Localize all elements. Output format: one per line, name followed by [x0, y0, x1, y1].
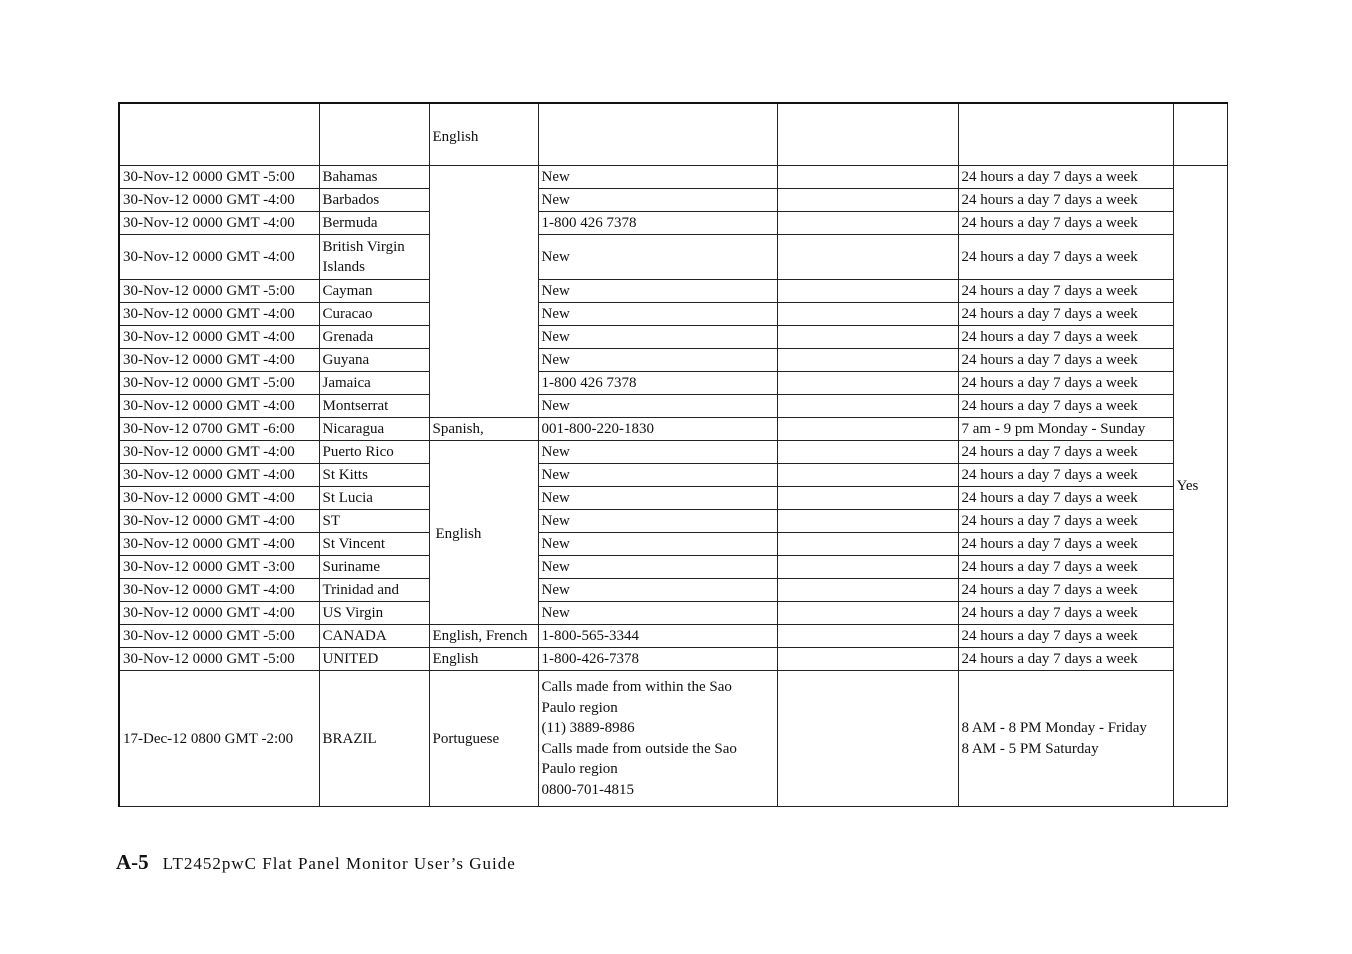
country-cell: Suriname [319, 556, 429, 579]
table-row [119, 326, 1227, 349]
phone-cell: New [538, 349, 777, 372]
phone-line: Calls made from outside the Sao [541, 740, 737, 757]
date-cell: 30-Nov-12 0000 GMT -5:00 [119, 625, 319, 648]
phone-line: Calls made from within the Sao [541, 679, 732, 695]
hours-cell: 24 hours a day 7 days a week [958, 326, 1173, 349]
language-cell [429, 441, 538, 625]
hours-cell: 24 hours a day 7 days a week [958, 441, 1173, 464]
page-number: A-5 [116, 850, 149, 874]
language-cell: English [429, 648, 538, 671]
phone-cell: New [538, 189, 777, 212]
phone-cell: 001-800-220-1830 [538, 418, 777, 441]
hours-cell: 24 hours a day 7 days a week [958, 212, 1173, 235]
table-row [119, 625, 1227, 648]
guide-title: LT2452pwC Flat Panel Monitor User’s Guide [162, 854, 516, 873]
date-cell: 30-Nov-12 0000 GMT -4:00 [119, 189, 319, 212]
header-cell [538, 103, 777, 166]
country-cell: Curacao [319, 303, 429, 326]
date-cell: 30-Nov-12 0000 GMT -4:00 [119, 579, 319, 602]
country-cell: Puerto Rico [319, 441, 429, 464]
phone-cell: New [538, 533, 777, 556]
blank-cell [777, 625, 958, 648]
blank-cell [777, 441, 958, 464]
phone-cell: New [538, 395, 777, 418]
hours-cell: 24 hours a day 7 days a week [958, 372, 1173, 395]
country-cell: St Lucia [319, 487, 429, 510]
table-row [119, 487, 1227, 510]
date-cell: 30-Nov-12 0000 GMT -4:00 [119, 326, 319, 349]
country-cell: St Vincent [319, 533, 429, 556]
blank-cell [777, 648, 958, 671]
table-row [119, 441, 1227, 464]
country-cell: CANADA [319, 625, 429, 648]
country-cell: Cayman [319, 280, 429, 303]
table-row [119, 280, 1227, 303]
blank-cell [777, 166, 958, 189]
hours-cell: 24 hours a day 7 days a week [958, 303, 1173, 326]
support-table [118, 102, 1228, 807]
table-row [119, 579, 1227, 602]
hours-cell: 7 am - 9 pm Monday - Sunday [958, 418, 1173, 441]
table-row [119, 602, 1227, 625]
table-row [119, 418, 1227, 441]
date-cell: 30-Nov-12 0000 GMT -5:00 [119, 372, 319, 395]
country-cell: St Kitts [319, 464, 429, 487]
table-row [119, 372, 1227, 395]
phone-cell: New [538, 303, 777, 326]
blank-cell [777, 510, 958, 533]
table-row [119, 212, 1227, 235]
blank-cell [777, 533, 958, 556]
table-row [119, 189, 1227, 212]
hours-cell [958, 671, 1173, 807]
phone-cell: New [538, 464, 777, 487]
hours-cell: 24 hours a day 7 days a week [958, 602, 1173, 625]
hours-cell: 24 hours a day 7 days a week [958, 556, 1173, 579]
date-cell: 30-Nov-12 0000 GMT -4:00 [119, 235, 319, 280]
table-row [119, 671, 1227, 807]
date-cell: 30-Nov-12 0000 GMT -4:00 [119, 464, 319, 487]
country-cell: Bermuda [319, 212, 429, 235]
country-cell: Montserrat [319, 395, 429, 418]
table-row [119, 349, 1227, 372]
country-cell: Nicaragua [319, 418, 429, 441]
date-cell: 30-Nov-12 0000 GMT -4:00 [119, 533, 319, 556]
date-cell: 30-Nov-12 0000 GMT -4:00 [119, 349, 319, 372]
phone-cell: New [538, 579, 777, 602]
hours-cell: 24 hours a day 7 days a week [958, 579, 1173, 602]
table-row [119, 556, 1227, 579]
hours-line: 8 AM - 8 PM Monday - Friday [961, 720, 1147, 736]
blank-cell [777, 487, 958, 510]
date-cell: 30-Nov-12 0000 GMT -5:00 [119, 166, 319, 189]
table-row [119, 235, 1227, 280]
language-cell: Portuguese [429, 671, 538, 807]
header-row [119, 103, 1227, 166]
date-cell: 30-Nov-12 0000 GMT -4:00 [119, 487, 319, 510]
hours-cell: 24 hours a day 7 days a week [958, 395, 1173, 418]
header-cell [958, 103, 1173, 166]
phone-cell: New [538, 280, 777, 303]
date-cell: 30-Nov-12 0700 GMT -6:00 [119, 418, 319, 441]
table-row [119, 303, 1227, 326]
header-cell [1173, 103, 1227, 166]
date-cell: 30-Nov-12 0000 GMT -4:00 [119, 510, 319, 533]
phone-line: Paulo region [541, 761, 618, 777]
phone-cell: New [538, 235, 777, 280]
country-cell: Guyana [319, 349, 429, 372]
page-footer [116, 850, 516, 875]
hours-cell: 24 hours a day 7 days a week [958, 464, 1173, 487]
date-cell: 30-Nov-12 0000 GMT -4:00 [119, 303, 319, 326]
hours-cell: 24 hours a day 7 days a week [958, 625, 1173, 648]
country-cell: ST [319, 510, 429, 533]
blank-cell [777, 235, 958, 280]
header-cell [119, 103, 319, 166]
country-cell: UNITED [319, 648, 429, 671]
table-row [119, 166, 1227, 189]
blank-cell [777, 464, 958, 487]
hours-cell: 24 hours a day 7 days a week [958, 349, 1173, 372]
hours-cell: 24 hours a day 7 days a week [958, 648, 1173, 671]
country-cell: British Virgin Islands [319, 235, 429, 280]
phone-cell: New [538, 510, 777, 533]
phone-cell: New [538, 487, 777, 510]
date-cell: 30-Nov-12 0000 GMT -4:00 [119, 602, 319, 625]
country-cell: Bahamas [319, 166, 429, 189]
phone-cell: New [538, 441, 777, 464]
date-cell: 17-Dec-12 0800 GMT -2:00 [119, 671, 319, 807]
table-row [119, 464, 1227, 487]
blank-cell [777, 602, 958, 625]
date-cell: 30-Nov-12 0000 GMT -4:00 [119, 212, 319, 235]
language-cell: Spanish, [429, 418, 538, 441]
date-cell: 30-Nov-12 0000 GMT -5:00 [119, 648, 319, 671]
phone-cell: New [538, 602, 777, 625]
table-row [119, 533, 1227, 556]
hours-cell: 24 hours a day 7 days a week [958, 487, 1173, 510]
blank-cell [777, 303, 958, 326]
phone-cell: New [538, 166, 777, 189]
country-cell: Grenada [319, 326, 429, 349]
language-label: English [435, 525, 482, 542]
phone-cell: New [538, 326, 777, 349]
blank-cell [777, 579, 958, 602]
date-cell: 30-Nov-12 0000 GMT -4:00 [119, 441, 319, 464]
date-cell: 30-Nov-12 0000 GMT -5:00 [119, 280, 319, 303]
country-cell: US Virgin [319, 602, 429, 625]
hours-cell: 24 hours a day 7 days a week [958, 189, 1173, 212]
phone-cell: 1-800-426-7378 [538, 648, 777, 671]
hours-cell: 24 hours a day 7 days a week [958, 235, 1173, 280]
language-cell: English, French [429, 625, 538, 648]
blank-cell [777, 372, 958, 395]
country-cell: Trinidad and [319, 579, 429, 602]
country-cell: Jamaica [319, 372, 429, 395]
hours-cell: 24 hours a day 7 days a week [958, 280, 1173, 303]
blank-cell [777, 212, 958, 235]
phone-line: 0800-701-4815 [541, 781, 634, 798]
blank-cell [777, 326, 958, 349]
date-cell: 30-Nov-12 0000 GMT -3:00 [119, 556, 319, 579]
phone-cell: 1-800 426 7378 [538, 212, 777, 235]
hours-line: 8 AM - 5 PM Saturday [961, 740, 1099, 757]
blank-cell [777, 556, 958, 579]
language-cell [429, 128, 538, 418]
blank-cell [777, 671, 958, 807]
phone-line: (11) 3889-8986 [541, 720, 635, 736]
phone-cell: 1-800 426 7378 [538, 372, 777, 395]
blank-cell [777, 189, 958, 212]
blank-cell [777, 395, 958, 418]
hours-cell: 24 hours a day 7 days a week [958, 510, 1173, 533]
date-cell: 30-Nov-12 0000 GMT -4:00 [119, 395, 319, 418]
phone-cell: 1-800-565-3344 [538, 625, 777, 648]
phone-cell [538, 671, 777, 807]
yes-cell: Yes [1173, 166, 1227, 807]
table-row [119, 510, 1227, 533]
blank-cell [777, 418, 958, 441]
phone-cell: New [538, 556, 777, 579]
hours-cell: 24 hours a day 7 days a week [958, 533, 1173, 556]
hours-cell: 24 hours a day 7 days a week [958, 166, 1173, 189]
country-cell: Barbados [319, 189, 429, 212]
blank-cell [777, 349, 958, 372]
header-cell [777, 103, 958, 166]
language-label: English [432, 128, 479, 145]
table-row [119, 395, 1227, 418]
blank-cell [777, 280, 958, 303]
phone-line: Paulo region [541, 699, 618, 716]
country-cell: BRAZIL [319, 671, 429, 807]
table-row [119, 648, 1227, 671]
header-cell [319, 103, 429, 166]
